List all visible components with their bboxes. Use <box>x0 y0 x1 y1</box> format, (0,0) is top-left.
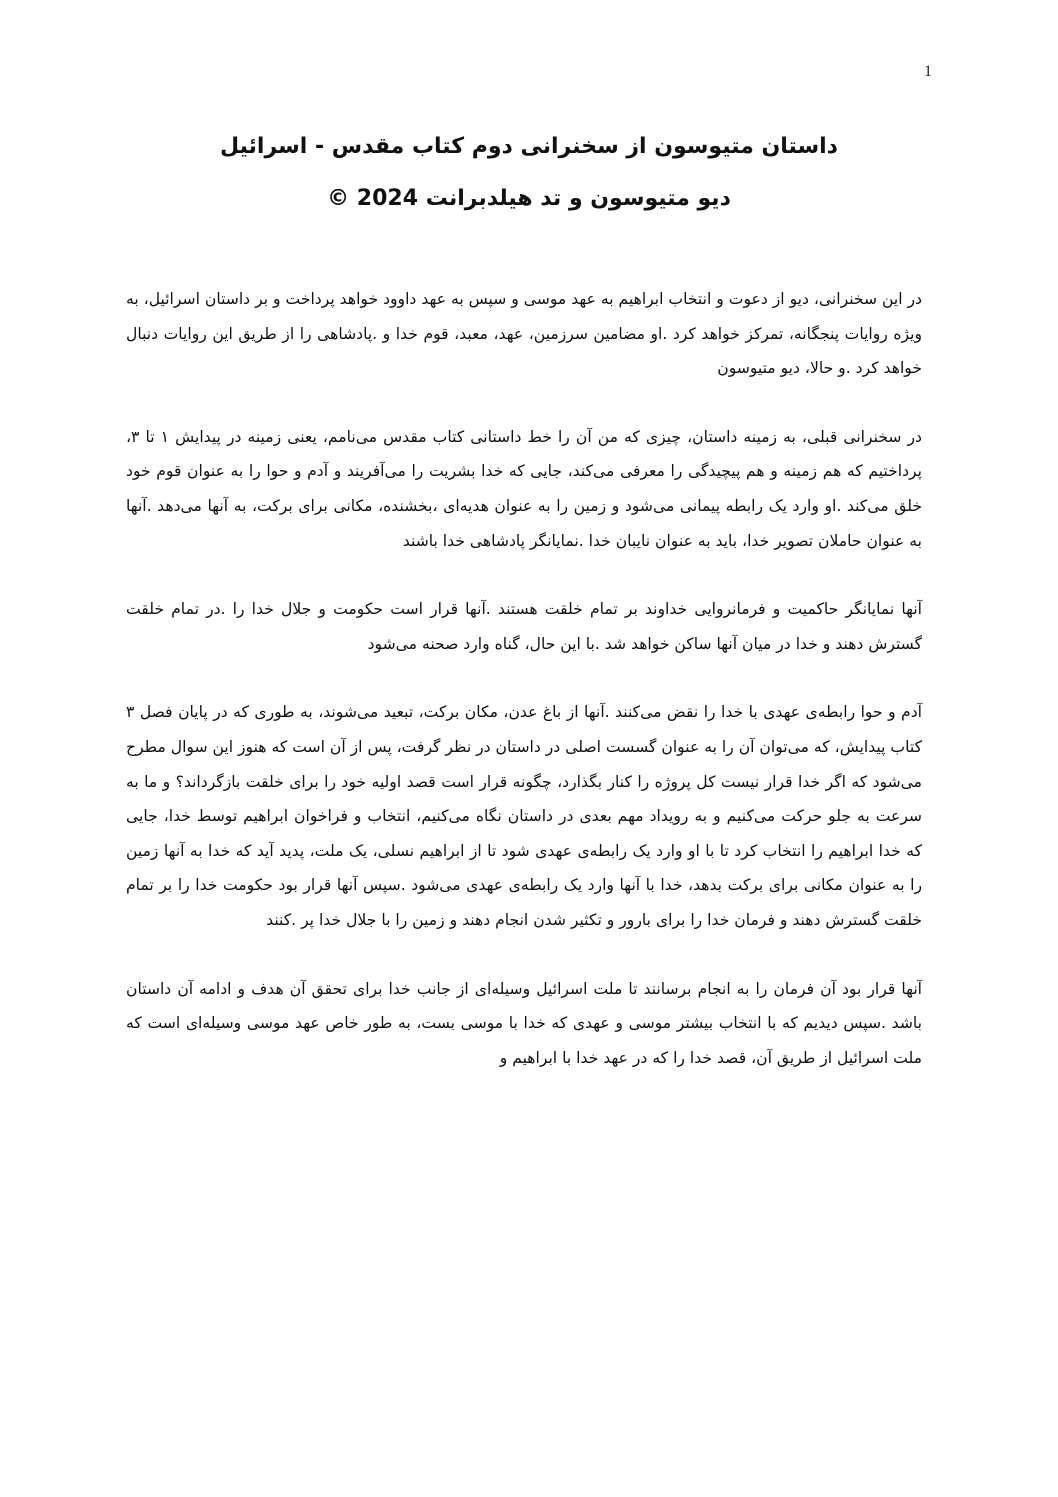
paragraph-3: آنها نمایانگر حاکمیت و فرمانروایی خداوند بر تمام خلقت هستند .آنها قرار است حکومت و جلال خدا را .در تمام خلقت گسترش دهند و خدا در میان آنها ساکن خواهد شد .با این حال، گناه وارد صحنه می‌شود <box>126 600 922 653</box>
document-authors: دیو متیوسون و تد هیلدبرانت 2024 © <box>327 186 731 211</box>
paragraph-2: در سخنرانی قبلی، به زمینه داستان، چیزی که من آن را خط داستانی کتاب مقدس می‌نامم، یعنی زمینه در پیدایش ۱ تا ۳، پرداختیم که هم زمینه و هم پیچیدگی را معرفی می‌کند، جایی که خدا بشریت را می‌آفریند و آدم و حوا را به عنوان قوم خود خلق می‌کند .او وارد یک رابطه پیمانی می‌شود و زمین را به عنوان هدیه‌ای ،بخشنده، مکانی برای برکت، به آنها می‌دهد .آنها به عنوان حاملان تصویر خدا، باید به عنوان نایبان خدا .نمایانگر پادشاهی خدا باشند <box>126 427 922 550</box>
body-text <box>126 282 922 1109</box>
document-title: داستان متیوسون از سخنرانی دوم کتاب مقدس - اسرائیل <box>220 134 838 159</box>
paragraph-4: آدم و حوا رابطه‌ی عهدی با خدا را نقض می‌کنند .آنها از باغ عدن، مکان برکت، تبعید می‌شوند، به طوری که در پایان فصل ۳ کتاب پیدایش، که می‌توان آن را به عنوان گسست اصلی در داستان در نظر گرفت، پس از آن است که هنوز این سوال مطرح می‌شود که اگر خدا قرار نیست کل پروژه را کنار بگذارد، چگونه قرار است قصد اولیه خود را برای خلقت بازگرداند؟ و ما به سرعت به جلو حرکت می‌کنیم و به رویداد مهم بعدی در داستان نگاه می‌کنیم، انتخاب و فراخوان ابراهیم توسط خدا، جایی که خدا ابراهیم را انتخاب کرد تا با او وارد یک رابطه‌ی عهدی شود تا از ابراهیم نسلی، یک ملت، پدید آید که خدا به آنها زمین را به عنوان مکانی برای برکت بدهد، خدا با آنها وارد یک رابطه‌ی عهدی می‌شود .سپس آنها قرار بود حکومت خدا را بر تمام خلقت گسترش دهند و فرمان خدا را برای بارور و تکثیر شدن انجام دهند و زمین را با جلال خدا پر .کنند <box>126 703 922 929</box>
paragraph-5: آنها قرار بود آن فرمان را به انجام برسانند تا ملت اسرائیل وسیله‌ای از جانب خدا برای تحقق آن هدف و ادامه آن داستان باشد .سپس دیدیم که با انتخاب بیشتر موسی و عهدی که خدا با موسی بست، به طور خاص عهد موسی وسیله‌ای است که ملت اسرائیل از طریق آن، قصد خدا را که در عهد خدا با ابراهیم و <box>126 979 922 1067</box>
page-number: 1 <box>924 63 932 80</box>
paragraph-1: در این سخنرانی، دیو از دعوت و انتخاب ابراهیم به عهد موسی و سپس به عهد داوود خواهد پرداخت و بر داستان اسرائیل، به ویژه روایات پنجگانه، تمرکز خواهد کرد .او مضامین سرزمین، عهد، معبد، قوم خدا و .پادشاهی را از طریق این روایات دنبال خواهد کرد .و حالا، دیو متیوسون <box>126 290 922 378</box>
title-block <box>126 128 932 218</box>
